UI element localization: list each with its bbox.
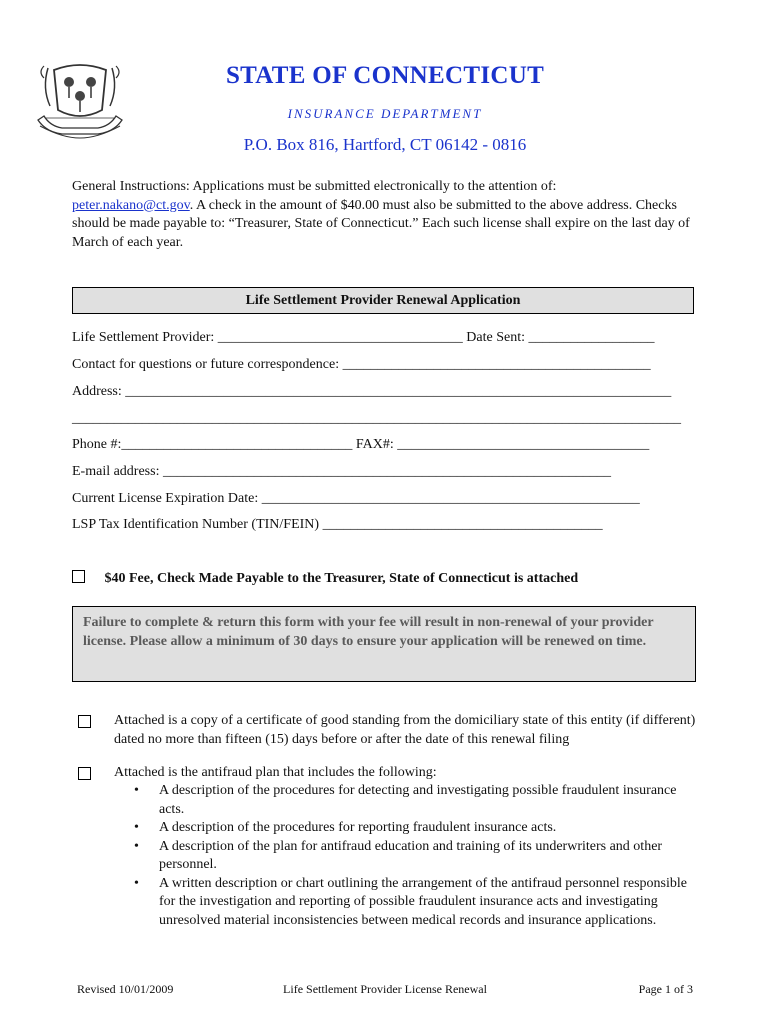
- antifraud-requirements-list: [114, 782, 704, 930]
- state-title: STATE OF CONNECTICUT: [225, 62, 545, 89]
- contact-field[interactable]: Contact for questions or future correspondence: ____________________________________________: [72, 357, 651, 372]
- renewal-warning: Failure to complete & return this form with your fee will result in non-renewal of your provider license. Please allow a minimum of 30 days to ensure your application will be renewed on time.: [72, 606, 696, 682]
- general-instructions: [72, 178, 702, 252]
- fee-checkbox-row: [72, 570, 578, 587]
- bullet-icon: •: [134, 783, 139, 798]
- email-field[interactable]: E-mail address: ________________________________________________________________: [72, 464, 611, 479]
- contact-email-link[interactable]: peter.nakano@ct.gov: [72, 197, 190, 213]
- address-line-2-field[interactable]: _______________________________________________________________________________________: [72, 411, 681, 426]
- list-item: • A description of the plan for antifraud education and training of its underwriters and other personnel.: [134, 838, 663, 872]
- state-seal-icon: [32, 58, 128, 144]
- provider-field[interactable]: Life Settlement Provider: ___________________________________ Date Sent: __________________: [72, 330, 655, 345]
- fee-checkbox[interactable]: [72, 570, 85, 583]
- footer-page-number: Page 1 of 3: [638, 982, 693, 996]
- footer-revised-date: Revised 10/01/2009: [77, 982, 174, 996]
- footer-document-title: Life Settlement Provider License Renewal: [283, 982, 487, 996]
- certificate-checkbox[interactable]: [78, 715, 91, 728]
- address-field[interactable]: Address: ______________________________________________________________________________: [72, 384, 672, 399]
- department-name: INSURANCE DEPARTMENT: [287, 106, 483, 121]
- phone-fax-field[interactable]: Phone #:_________________________________ FAX#: ____________________________________: [72, 437, 650, 452]
- bullet-icon: •: [134, 820, 139, 835]
- antifraud-checkbox-label: Attached is the antifraud plan that includes the following:: [114, 765, 437, 780]
- instructions-suffix: . A check in the amount of $40.00 must also be submitted to the above address. Checks should be made payable to: “Treasurer, State of Connecticut.” Each such license shall expire on the last day of March of each year.: [72, 197, 690, 250]
- instructions-prefix: General Instructions: Applications must be submitted electronically to the attention of:: [72, 179, 557, 194]
- application-title: Life Settlement Provider Renewal Application: [72, 287, 694, 314]
- expiration-date-field[interactable]: Current License Expiration Date: ______________________________________________________: [72, 491, 640, 506]
- bullet-icon: •: [134, 875, 139, 891]
- certificate-checkbox-label: Attached is a copy of a certificate of good standing from the domiciliary state of this entity (if different) dated no more than fifteen (15) days before or after the date of this renewal filing: [114, 713, 696, 747]
- fee-checkbox-label: $40 Fee, Check Made Payable to the Treasurer, State of Connecticut is attached: [104, 571, 579, 586]
- list-item: • A written description or chart outlining the arrangement of the antifraud personnel responsible for the investigation and reporting of possible fraudulent insurance acts and investigating unresolved material inconsistencies between medical records and insurance applications.: [134, 875, 687, 928]
- antifraud-checkbox[interactable]: [78, 767, 91, 780]
- list-item: • A description of the procedures for reporting fraudulent insurance acts.: [114, 819, 704, 838]
- tin-field[interactable]: LSP Tax Identification Number (TIN/FEIN) ________________________________________: [72, 517, 603, 532]
- department-address: P.O. Box 816, Hartford, CT 06142 - 0816: [243, 135, 527, 154]
- bullet-icon: •: [134, 838, 139, 854]
- list-item: • A description of the procedures for detecting and investigating possible fraudulent insurance acts.: [134, 783, 677, 817]
